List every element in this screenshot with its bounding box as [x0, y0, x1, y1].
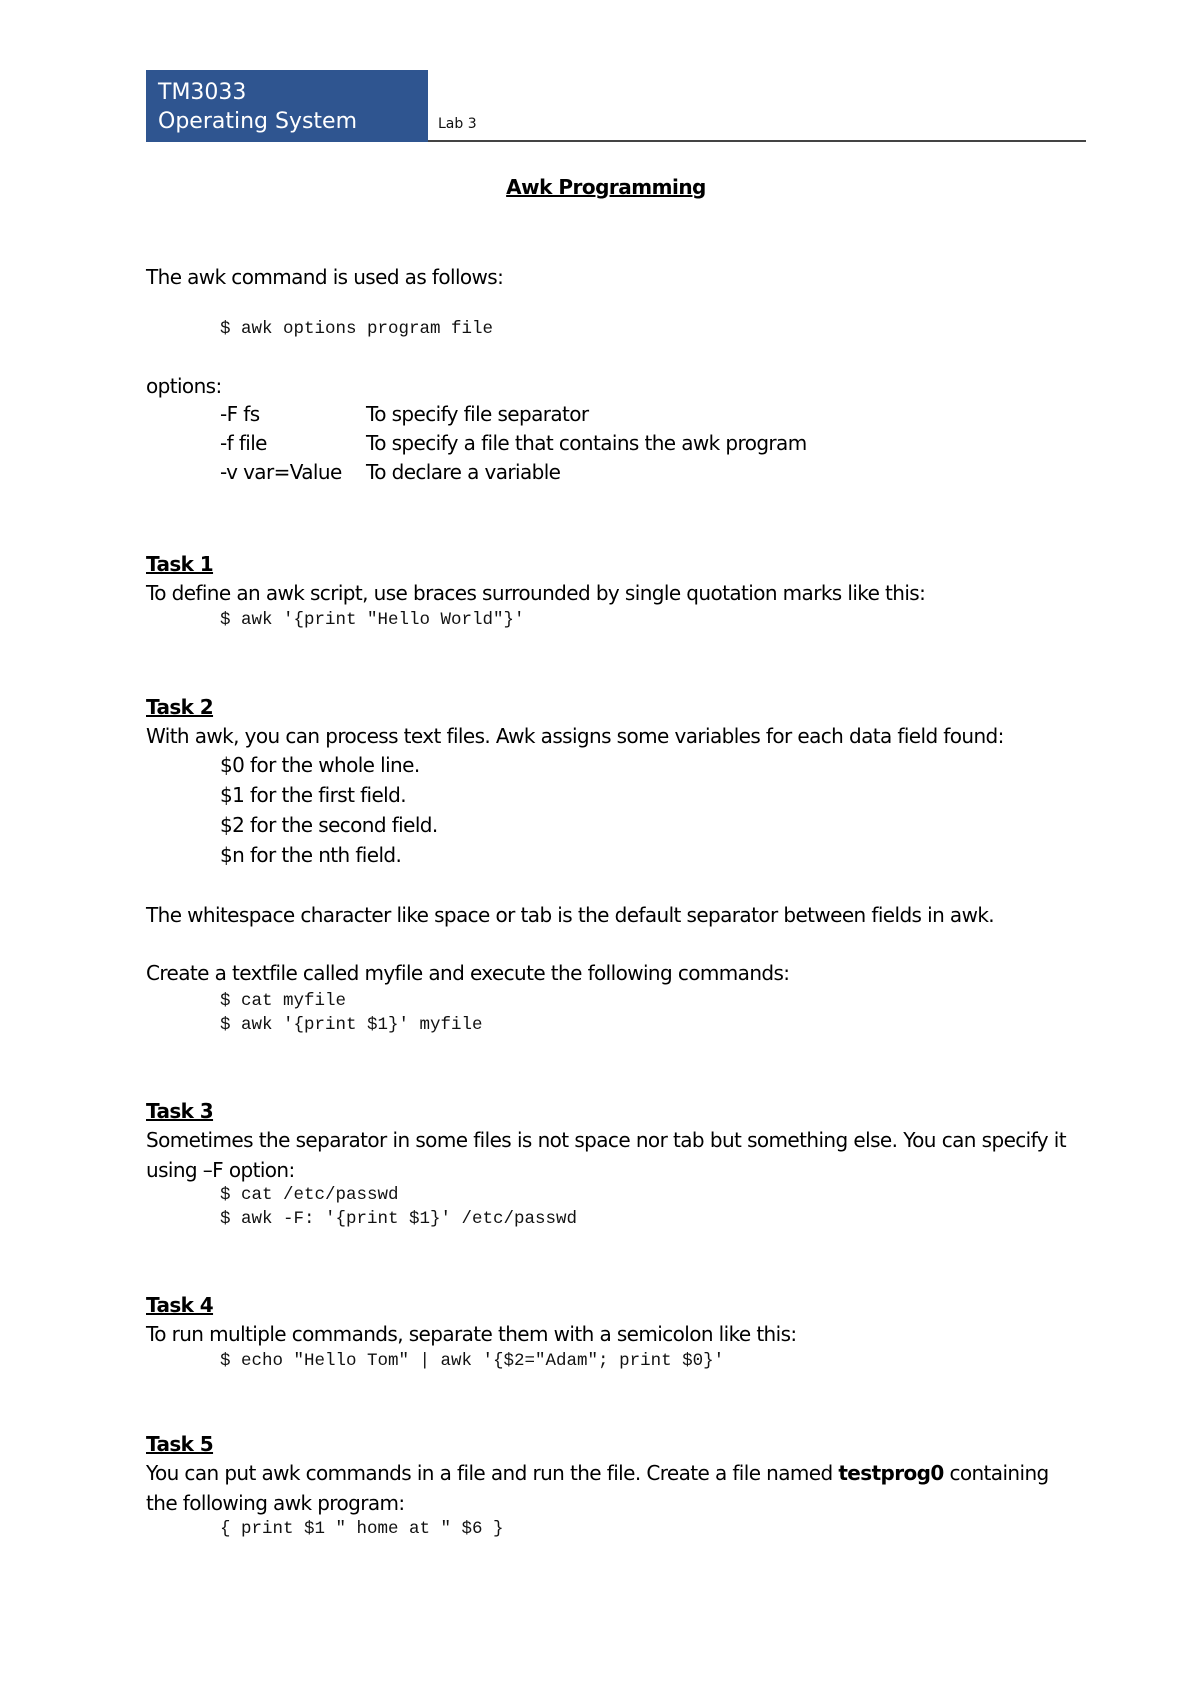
- field-item: $2 for the second field.: [220, 813, 438, 837]
- intro-text: The awk command is used as follows:: [146, 265, 504, 289]
- header-rule: [428, 140, 1086, 142]
- page-header: [146, 70, 1086, 142]
- task-2-text: With awk, you can process text files. Awk assigns some variables for each data field found:: [146, 724, 1004, 748]
- option-flag: -f file: [220, 431, 267, 455]
- option-row: [220, 457, 560, 487]
- course-code: TM3033: [158, 80, 247, 105]
- task-5-text: [146, 1458, 1066, 1518]
- task-5-heading: Task 5: [146, 1432, 214, 1456]
- task-3-code: $ cat /etc/passwd: [220, 1185, 399, 1205]
- task-4-heading: Task 4: [146, 1293, 214, 1317]
- task-2-note: The whitespace character like space or tab is the default separator between fields in awk.: [146, 903, 995, 927]
- task-3-code: $ awk -F: '{print $1}' /etc/passwd: [220, 1209, 578, 1229]
- task-4-code: $ echo "Hello Tom" | awk '{$2="Adam"; print $0}': [220, 1351, 725, 1371]
- course-name: Operating System: [158, 109, 358, 134]
- option-description: To specify file separator: [366, 402, 589, 426]
- task-1-heading: Task 1: [146, 552, 214, 576]
- task-5-text-after: containing the following awk program:: [146, 1461, 1049, 1515]
- option-flag: -v var=Value: [220, 460, 342, 484]
- option-row: [220, 428, 807, 458]
- option-row: [220, 399, 589, 429]
- task-3-text: Sometimes the separator in some files is not space nor tab but something else. You can specify it using –F option:: [146, 1128, 1066, 1182]
- options-label: options:: [146, 374, 222, 398]
- field-item: $n for the nth field.: [220, 843, 402, 867]
- document-title: Awk Programming: [506, 175, 706, 199]
- course-title-box: [146, 70, 428, 142]
- task-5-code: { print $1 " home at " $6 }: [220, 1519, 504, 1539]
- task-1-code: $ awk '{print "Hello World"}': [220, 610, 525, 630]
- task-1-text: To define an awk script, use braces surrounded by single quotation marks like this:: [146, 581, 926, 605]
- option-description: To declare a variable: [366, 460, 561, 484]
- task-4-text: To run multiple commands, separate them with a semicolon like this:: [146, 1322, 797, 1346]
- lab-number: Lab 3: [438, 116, 477, 132]
- task-2-code: $ cat myfile: [220, 991, 347, 1011]
- option-flag: -F fs: [220, 402, 260, 426]
- task-5-filename: testprog0: [838, 1461, 944, 1485]
- usage-code: $ awk options program file: [220, 319, 494, 339]
- task-2-heading: Task 2: [146, 695, 214, 719]
- task-2-code: $ awk '{print $1}' myfile: [220, 1015, 483, 1035]
- task-5-text-before: You can put awk commands in a file and run the file. Create a file named: [146, 1461, 839, 1485]
- task-3-heading: Task 3: [146, 1099, 214, 1123]
- field-item: $0 for the whole line.: [220, 753, 420, 777]
- option-description: To specify a file that contains the awk program: [366, 431, 807, 455]
- field-item: $1 for the first field.: [220, 783, 406, 807]
- task-2-instruction: Create a textfile called myfile and execute the following commands:: [146, 961, 790, 985]
